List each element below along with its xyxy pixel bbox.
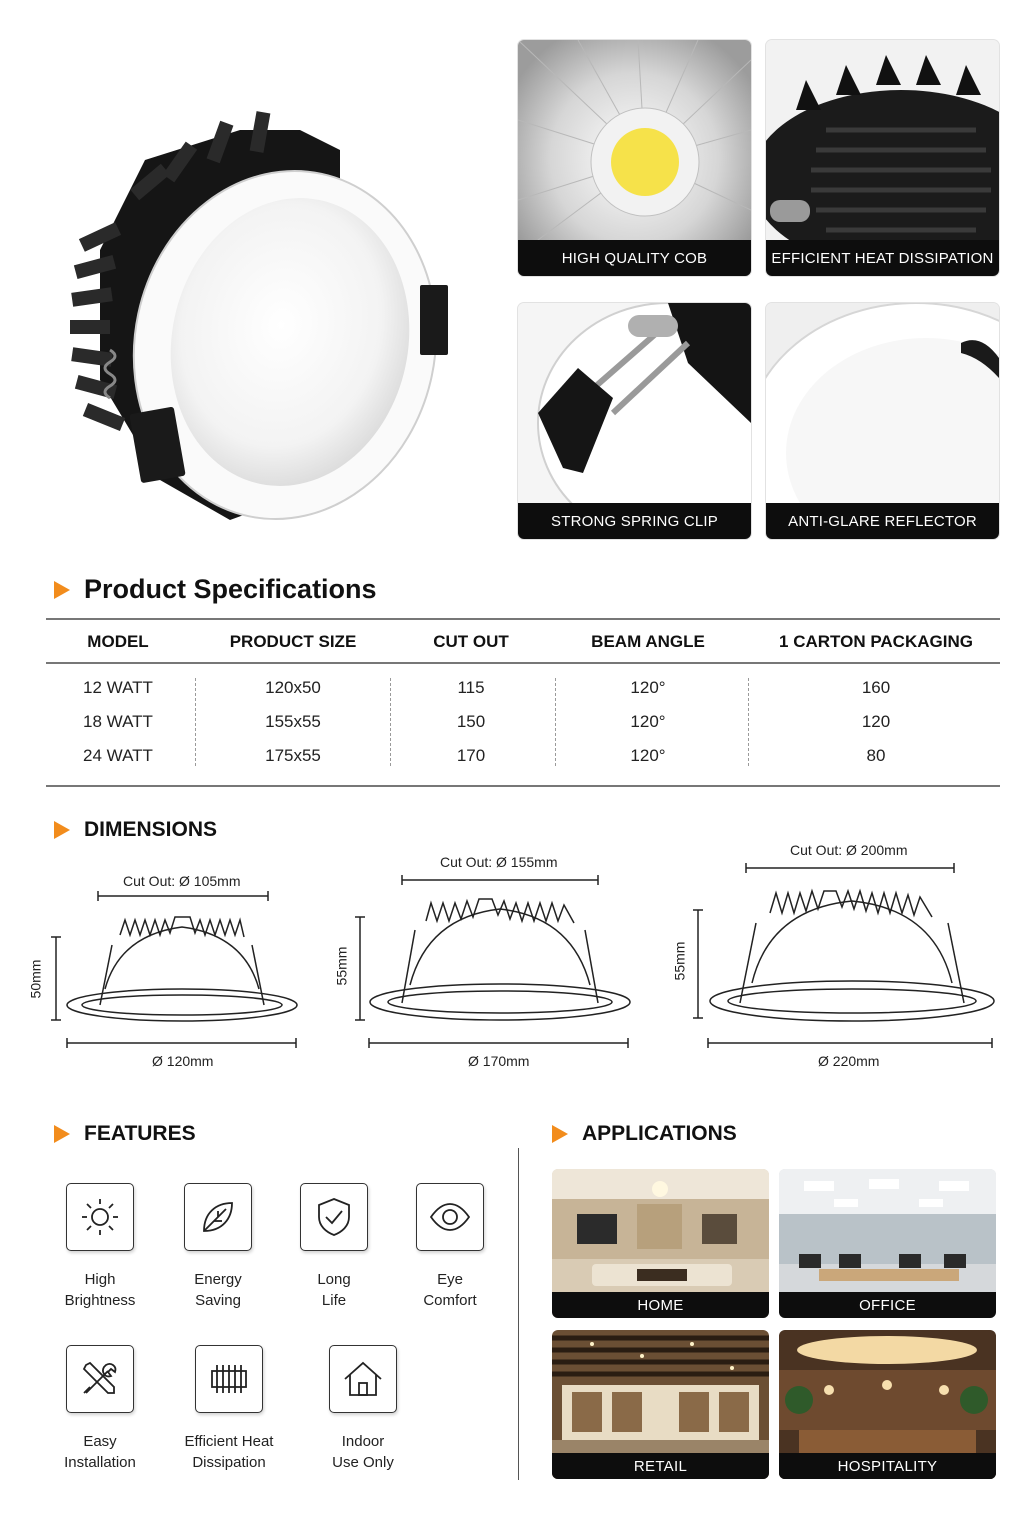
feature-label-1: Efficient Heat [184, 1433, 274, 1450]
tile-spring-clip [518, 303, 751, 539]
dimension-drawing-18w [330, 845, 640, 1080]
cutout-label: Cut Out: Ø 105mm [123, 873, 241, 889]
cell-beam: 120° [630, 746, 666, 765]
dimensions-heading [54, 818, 217, 842]
specs-heading [54, 574, 377, 605]
column-divider [390, 678, 391, 766]
cell-cutout: 115 [457, 678, 485, 697]
cell-cutout: 150 [456, 712, 486, 731]
heatsink-icon [195, 1345, 263, 1413]
tile-label: STRONG SPRING CLIP [518, 503, 751, 539]
feature-label-2: Installation [64, 1454, 136, 1471]
feature-label-1: High [84, 1271, 116, 1288]
column-divider [555, 678, 556, 766]
cutout-label: Cut Out: Ø 155mm [440, 854, 558, 870]
product-hero-image [40, 80, 480, 550]
orange-triangle-icon [54, 1125, 70, 1143]
feature-label-1: Eye [437, 1271, 463, 1288]
feature-label-1: Easy [83, 1433, 117, 1450]
feature-eye-comfort [385, 1183, 515, 1311]
feature-label-2: Life [321, 1292, 347, 1309]
feature-label-1: Indoor [341, 1433, 385, 1450]
application-retail [552, 1330, 769, 1479]
feature-label-2: Dissipation [192, 1454, 266, 1471]
table-header-rule [46, 662, 1000, 664]
cell-beam: 120° [630, 678, 666, 697]
features-title: FEATURES [84, 1122, 196, 1145]
feature-label-2: Use Only [332, 1454, 394, 1471]
leaf-icon [184, 1183, 252, 1251]
table-top-rule [46, 618, 1000, 620]
feature-indoor-use-only [298, 1345, 428, 1473]
sun-icon [66, 1183, 134, 1251]
tools-icon [66, 1345, 134, 1413]
orange-triangle-icon [552, 1125, 568, 1143]
applications-title: APPLICATIONS [582, 1122, 737, 1145]
cutout-label: Cut Out: Ø 200mm [790, 842, 908, 858]
diameter-label: Ø 220mm [818, 1053, 880, 1069]
header-model: MODEL [87, 632, 149, 651]
orange-triangle-icon [54, 821, 70, 839]
dimension-drawing-12w [27, 865, 310, 1080]
height-label: 55mm [333, 946, 350, 986]
cell-cutout: 170 [456, 746, 486, 765]
section-divider [518, 1148, 519, 1480]
feature-label-2: Saving [195, 1292, 241, 1309]
feature-label-2: Comfort [423, 1292, 477, 1309]
cell-size: 155x55 [265, 712, 321, 731]
header-carton: 1 CARTON PACKAGING [779, 632, 973, 651]
feature-long-life [269, 1183, 399, 1311]
feature-energy-saving [153, 1183, 283, 1311]
orange-triangle-icon [54, 581, 70, 599]
cell-size: 120x50 [265, 678, 321, 697]
house-icon [329, 1345, 397, 1413]
cell-model: 24 WATT [83, 746, 153, 765]
dimensions-title: DIMENSIONS [84, 818, 218, 841]
column-divider [748, 678, 749, 766]
diameter-label: Ø 170mm [468, 1053, 530, 1069]
specs-title: Product Specifications [84, 574, 377, 604]
table-row [46, 712, 1000, 746]
header-cut-out: CUT OUT [433, 632, 509, 651]
feature-label-2: Brightness [64, 1292, 136, 1309]
tile-heat-dissipation [766, 40, 999, 276]
tile-anti-glare [766, 303, 999, 539]
feature-label-1: Long [317, 1271, 351, 1288]
application-label: HOSPITALITY [779, 1453, 996, 1479]
height-label: 55mm [671, 941, 688, 981]
application-home [552, 1169, 769, 1318]
shield-check-icon [300, 1183, 368, 1251]
cell-model: 18 WATT [83, 712, 153, 731]
application-hospitality [779, 1330, 996, 1479]
header-beam-angle: BEAM ANGLE [591, 632, 705, 651]
height-label: 50mm [27, 959, 44, 999]
table-bottom-rule [46, 785, 1000, 787]
tile-label: ANTI-GLARE REFLECTOR [766, 503, 999, 539]
application-label: RETAIL [552, 1453, 769, 1479]
feature-easy-installation [35, 1345, 165, 1473]
cell-size: 175x55 [265, 746, 321, 765]
feature-label-1: Energy [194, 1271, 242, 1288]
dimension-drawing-24w [670, 835, 1005, 1080]
diameter-label: Ø 120mm [152, 1053, 214, 1069]
header-product-size: PRODUCT SIZE [229, 632, 357, 651]
tile-label: EFFICIENT HEAT DISSIPATION [766, 240, 999, 276]
cell-beam: 120° [630, 712, 666, 731]
table-row [46, 678, 1000, 712]
tile-high-quality-cob [518, 40, 751, 276]
applications-heading [552, 1122, 737, 1146]
application-label: HOME [552, 1292, 769, 1318]
features-heading [54, 1122, 196, 1146]
application-label: OFFICE [779, 1292, 996, 1318]
feature-efficient-heat-dissipation [164, 1345, 294, 1473]
table-header-row [46, 632, 1000, 678]
table-row [46, 746, 1000, 780]
column-divider [195, 678, 196, 766]
cell-model: 12 WATT [83, 678, 153, 697]
tile-label: HIGH QUALITY COB [518, 240, 751, 276]
feature-high-brightness [35, 1183, 165, 1311]
cell-carton: 120 [861, 712, 891, 731]
cell-carton: 160 [861, 678, 891, 697]
cell-carton: 80 [866, 746, 886, 765]
eye-icon [416, 1183, 484, 1251]
application-office [779, 1169, 996, 1318]
